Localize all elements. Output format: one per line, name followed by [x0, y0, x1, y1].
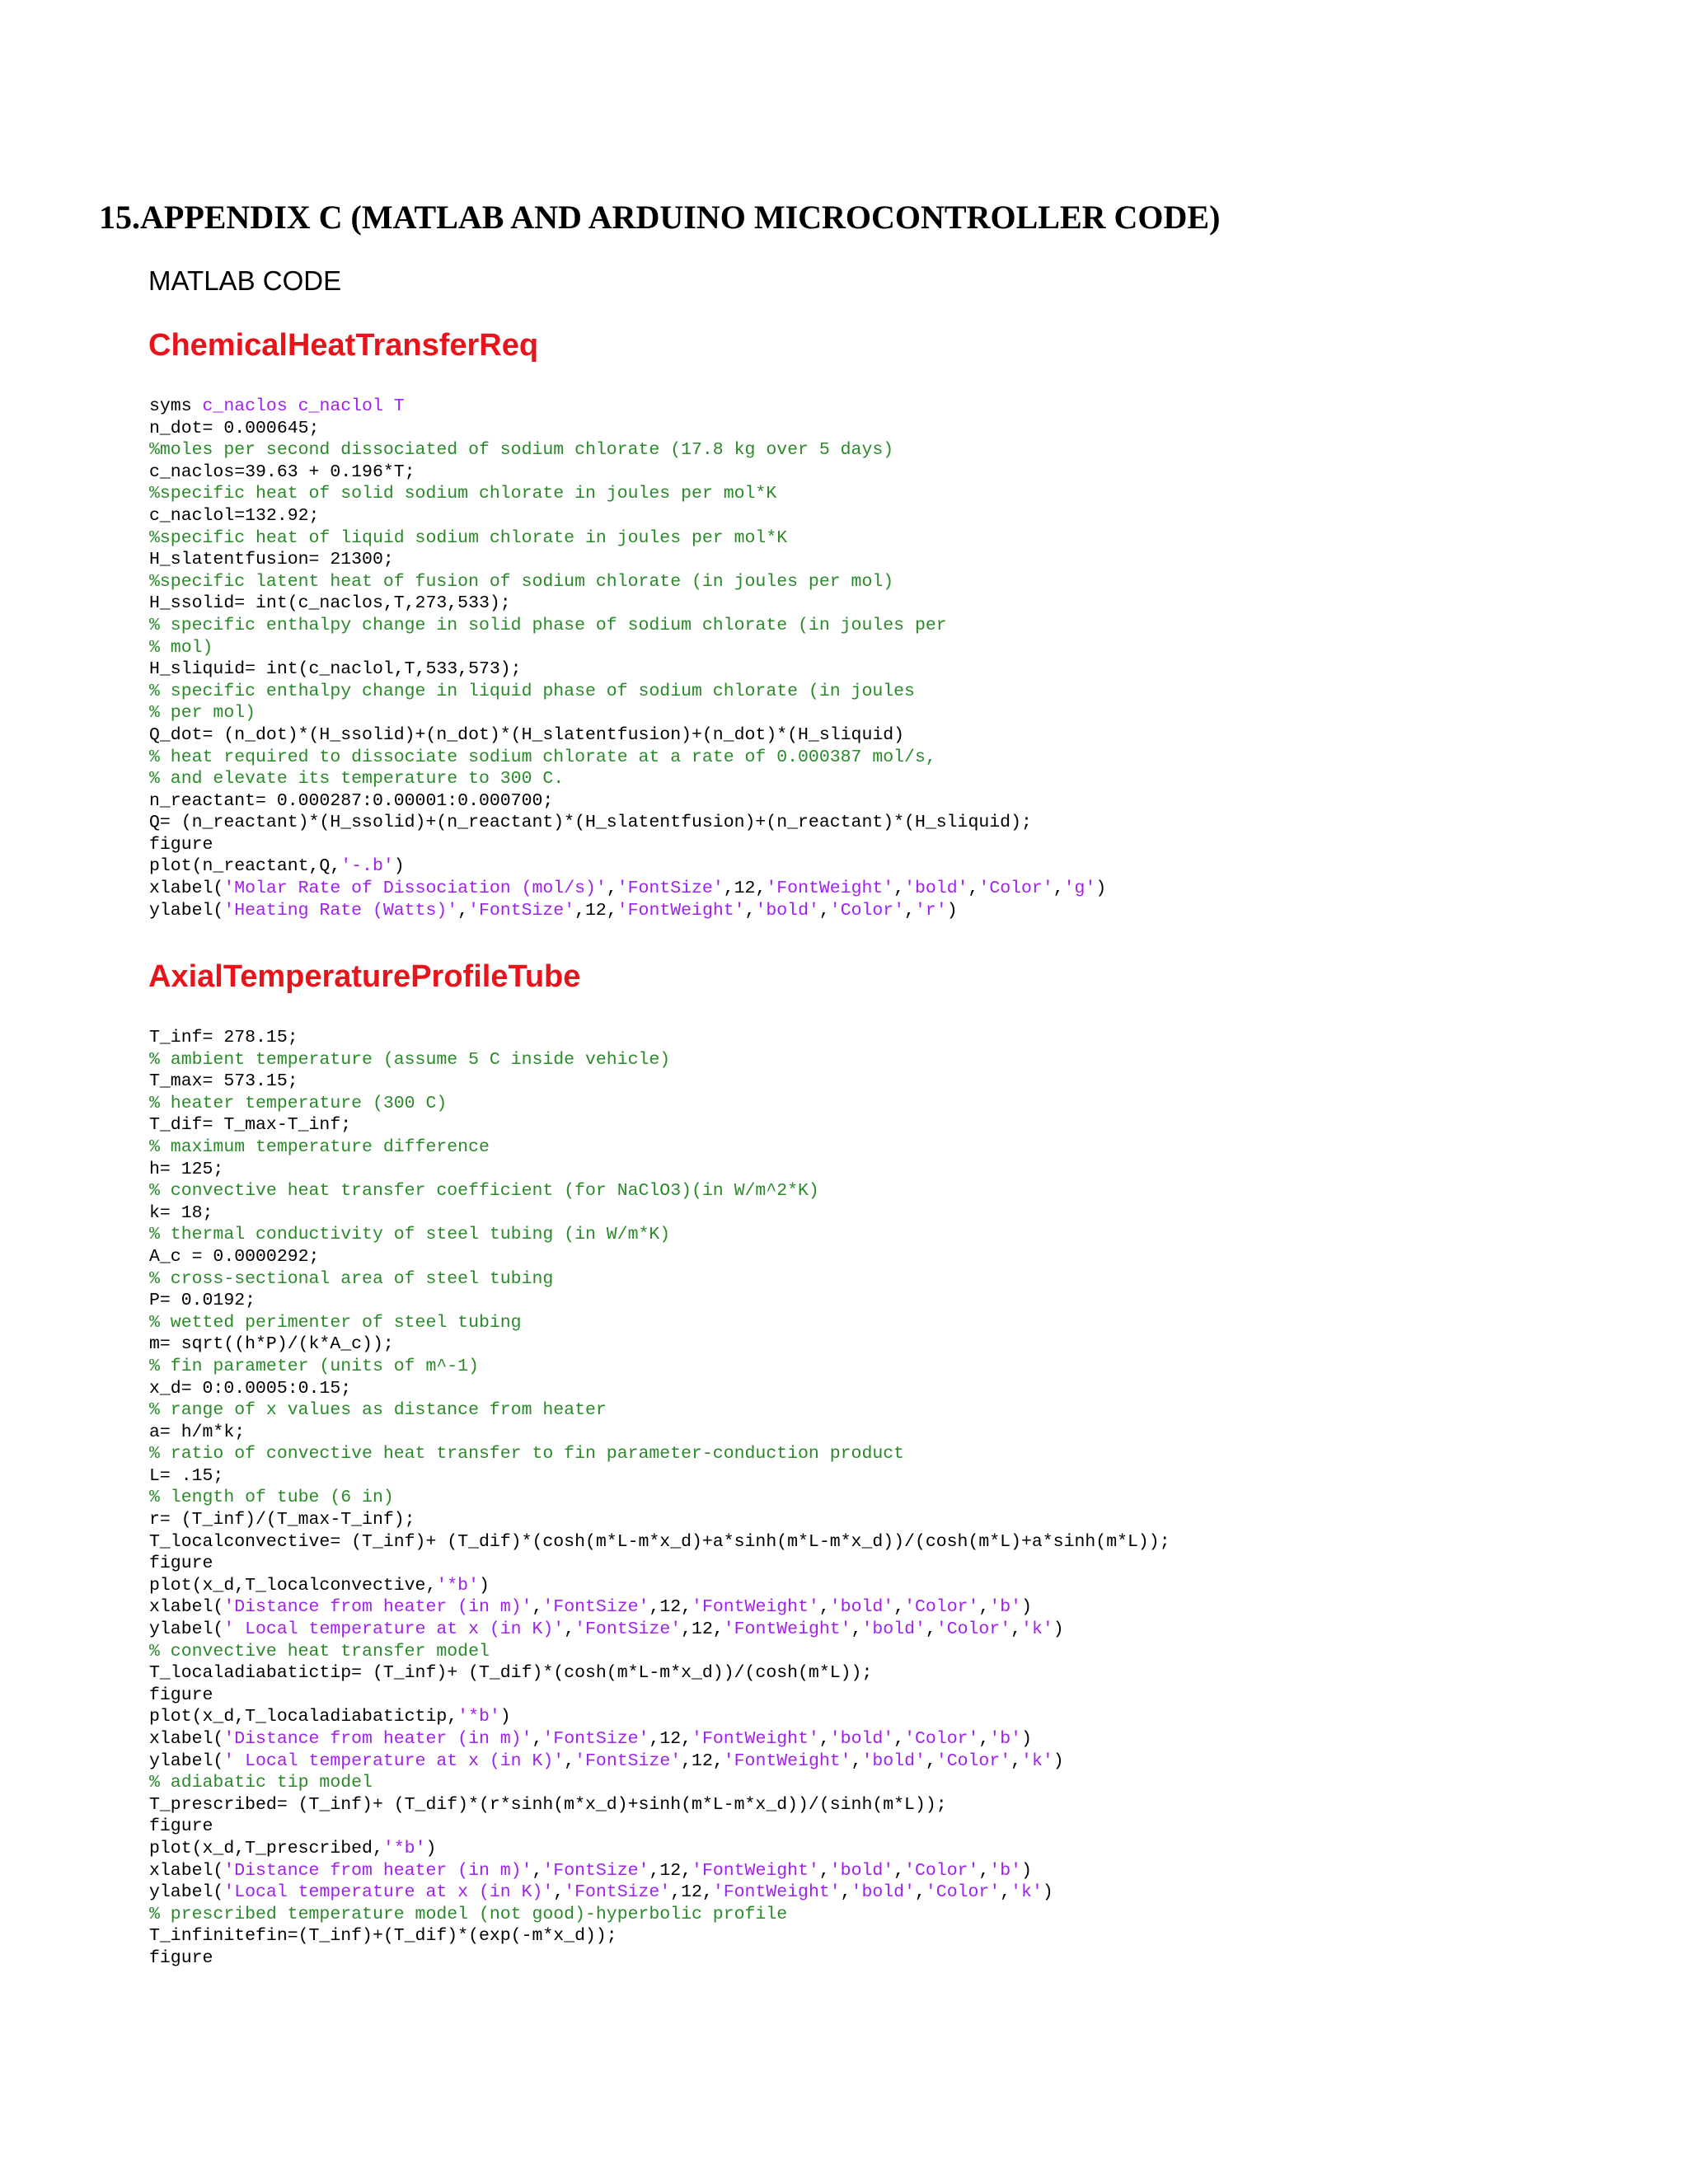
code-text: ) [478, 1575, 490, 1596]
code-string: 'FontWeight' [723, 1619, 851, 1640]
code-string: 'FontSize' [542, 1729, 649, 1749]
code-line [149, 1159, 1170, 1181]
code-comment: % per mol) [149, 703, 256, 724]
code-text: ) [1021, 1597, 1032, 1618]
code-line [149, 593, 1106, 615]
code-text: , [851, 1619, 862, 1640]
code-string: ' Local temperature at x (in K)' [223, 1750, 565, 1771]
code-line [149, 658, 1106, 681]
code-text: H_sliquid= int(c_naclol,T,533,573); [149, 659, 522, 680]
code-string: 'FontSize' [468, 900, 575, 921]
code-text: , [904, 900, 916, 921]
code-text: L= .15; [149, 1465, 224, 1486]
code-comment: % and elevate its temperature to 300 C. [149, 769, 565, 790]
code-comment: % specific enthalpy change in solid phase of sodium chlorate (in joules per [149, 615, 947, 635]
code-text: , [532, 1597, 543, 1618]
code-line [149, 812, 1106, 834]
code-string: 'FontWeight' [723, 1750, 851, 1771]
code-text: plot(x_d,T_localadiabatictip, [149, 1707, 458, 1727]
code-text: , [968, 879, 979, 899]
code-string: 'k' [1021, 1750, 1053, 1771]
code-line [149, 1838, 1170, 1860]
code-string: 'FontSize' [542, 1860, 649, 1881]
code-text: A_c = 0.0000292; [149, 1246, 320, 1267]
code-text: H_ssolid= int(c_naclos,T,273,533); [149, 593, 511, 614]
code-text: , [818, 1860, 830, 1881]
code-line [149, 1531, 1170, 1554]
code-text: Q_dot= (n_dot)*(H_ssolid)+(n_dot)*(H_slatentfusion)+(n_dot)*(H_sliquid) [149, 724, 905, 745]
code-text: T_localadiabatictip= (T_inf)+ (T_dif)*(cosh(m*L-m*x_d))/(cosh(m*L)); [149, 1663, 873, 1684]
code-string: 'bold' [755, 900, 819, 921]
code-block-axial-temperature-profile [149, 1027, 1170, 1970]
code-text: c_naclos=39.63 + 0.196*T; [149, 462, 415, 482]
code-text: ) [425, 1838, 437, 1858]
code-text: , [457, 900, 469, 921]
code-string: '*b' [457, 1707, 500, 1727]
code-text: xlabel( [149, 1597, 224, 1618]
code-string: 'FontSize' [574, 1750, 682, 1771]
code-line [149, 1180, 1170, 1202]
code-string: 'FontWeight' [692, 1860, 819, 1881]
code-string: 'bold' [861, 1619, 926, 1640]
code-string: 'b' [989, 1860, 1022, 1881]
code-text: r= (T_inf)/(T_max-T_inf); [149, 1510, 415, 1530]
code-string: 'Color' [935, 1619, 1011, 1640]
code-line [149, 549, 1106, 571]
code-text: ) [1021, 1729, 1032, 1749]
code-string: '*b' [436, 1575, 479, 1596]
code-text: , [893, 1597, 905, 1618]
code-comment: % thermal conductivity of steel tubing (in W/m*K) [149, 1225, 671, 1245]
code-string: c_naclos c_naclol T [202, 396, 405, 416]
code-text: c_naclol=132.92; [149, 505, 320, 526]
code-line [149, 1685, 1170, 1707]
code-string: 'Distance from heater (in m)' [223, 1597, 532, 1618]
code-text: , [532, 1729, 543, 1749]
code-text: , [978, 1597, 990, 1618]
code-line [149, 768, 1106, 790]
code-line [149, 1114, 1170, 1137]
code-text: ) [1021, 1860, 1032, 1881]
code-text: T_max= 573.15; [149, 1071, 298, 1092]
code-line [149, 1246, 1170, 1268]
code-line [149, 900, 1106, 922]
code-line [149, 1333, 1170, 1356]
code-block-chemical-heat-transfer [149, 396, 1106, 921]
code-line [149, 1619, 1170, 1641]
code-text: T_inf= 278.15; [149, 1028, 298, 1047]
code-text: , [744, 900, 756, 921]
code-comment: % length of tube (6 in) [149, 1488, 394, 1508]
code-text: n_reactant= 0.000287:0.00001:0.000700; [149, 790, 554, 811]
code-line [149, 462, 1106, 484]
code-comment: % fin parameter (units of m^-1) [149, 1356, 479, 1376]
code-line [149, 571, 1106, 593]
code-comment: % convective heat transfer coefficient (for NaClO3)(in W/m^2*K) [149, 1181, 819, 1202]
code-line [149, 1290, 1170, 1312]
code-string: 'FontWeight' [617, 900, 745, 921]
code-comment: % heat required to dissociate sodium chlorate at a rate of 0.000387 mol/s, [149, 747, 936, 767]
code-line [149, 1750, 1170, 1773]
code-text: , [925, 1619, 936, 1640]
code-text: , [1010, 1750, 1022, 1771]
code-line [149, 1202, 1170, 1225]
code-line [149, 1728, 1170, 1750]
code-text: ) [1053, 1750, 1064, 1771]
code-text: ,12, [649, 1597, 692, 1618]
code-text: figure [149, 1685, 213, 1705]
code-line [149, 1224, 1170, 1246]
code-string: 'bold' [851, 1882, 915, 1903]
code-line [149, 1596, 1170, 1619]
code-line [149, 1071, 1170, 1093]
code-line [149, 1772, 1170, 1794]
code-comment: % maximum temperature difference [149, 1137, 490, 1157]
code-line [149, 702, 1106, 724]
code-text: , [893, 1860, 905, 1881]
code-text: , [818, 1729, 830, 1749]
section-title-axial-temperature-profile: AxialTemperatureProfileTube [148, 959, 581, 994]
code-string: 'FontWeight' [712, 1882, 841, 1903]
code-line [149, 396, 1106, 418]
code-comment: %specific heat of liquid sodium chlorate in joules per mol*K [149, 527, 788, 548]
code-text: , [925, 1750, 936, 1771]
code-comment: % specific enthalpy change in liquid phase of sodium chlorate (in joules [149, 681, 915, 701]
code-text: , [915, 1882, 926, 1903]
code-string: 'Color' [904, 1860, 979, 1881]
code-line [149, 1422, 1170, 1444]
code-line [149, 1509, 1170, 1531]
code-comment: % range of x values as distance from heater [149, 1400, 607, 1421]
code-text: ,12, [670, 1882, 713, 1903]
code-line [149, 483, 1106, 505]
code-text: ylabel( [149, 1882, 224, 1903]
code-line [149, 527, 1106, 550]
code-comment: % wetted perimenter of steel tubing [149, 1312, 522, 1333]
code-comment: % heater temperature (300 C) [149, 1093, 448, 1113]
code-string: 'k' [1010, 1882, 1043, 1903]
code-text: figure [149, 834, 213, 855]
code-line [149, 834, 1106, 856]
code-line [149, 1399, 1170, 1422]
code-line [149, 724, 1106, 747]
code-string: 'bold' [861, 1750, 926, 1771]
code-line [149, 1553, 1170, 1575]
code-string: '-.b' [340, 856, 394, 877]
code-string: 'FontSize' [617, 879, 724, 899]
code-line [149, 1465, 1170, 1488]
code-comment: % cross-sectional area of steel tubing [149, 1268, 554, 1289]
code-comment: % mol) [149, 637, 213, 658]
code-text: ) [1095, 879, 1107, 899]
code-string: 'Distance from heater (in m)' [223, 1729, 532, 1749]
code-comment: % adiabatic tip model [149, 1773, 373, 1793]
code-text: , [893, 879, 905, 899]
code-line [149, 1093, 1170, 1115]
code-comment: % ambient temperature (assume 5 C inside vehicle) [149, 1049, 671, 1070]
code-comment: % ratio of convective heat transfer to fin parameter-conduction product [149, 1444, 905, 1465]
code-line [149, 790, 1106, 813]
code-text: H_slatentfusion= 21300; [149, 550, 394, 570]
code-string: 'FontWeight' [766, 879, 894, 899]
code-line [149, 1706, 1170, 1728]
code-line [149, 1487, 1170, 1509]
code-text: ) [1042, 1882, 1053, 1903]
code-text: figure [149, 1816, 213, 1837]
code-text: , [606, 879, 617, 899]
code-string: 'FontSize' [574, 1619, 682, 1640]
code-line [149, 439, 1106, 462]
code-text: , [564, 1619, 575, 1640]
matlab-code-subheading: MATLAB CODE [148, 265, 342, 296]
code-text: ylabel( [149, 1619, 224, 1640]
code-line [149, 855, 1106, 878]
code-string: 'bold' [904, 879, 968, 899]
code-line [149, 747, 1106, 769]
code-text: ,12, [649, 1860, 692, 1881]
code-string: 'Color' [978, 879, 1053, 899]
code-text: T_prescribed= (T_inf)+ (T_dif)*(r*sinh(m*x_d)+sinh(m*L-m*x_d))/(sinh(m*L)); [149, 1794, 947, 1815]
code-text: m= sqrt((h*P)/(k*A_c)); [149, 1334, 394, 1355]
code-line [149, 1662, 1170, 1685]
code-text: ,12, [723, 879, 767, 899]
code-text: plot(x_d,T_localconvective, [149, 1575, 437, 1596]
code-line [149, 1356, 1170, 1378]
code-line [149, 505, 1106, 527]
code-string: '*b' [382, 1838, 426, 1858]
code-comment: %specific latent heat of fusion of sodium chlorate (in joules per mol) [149, 571, 894, 592]
code-line [149, 637, 1106, 659]
code-text: syms [149, 396, 203, 416]
code-string: 'bold' [829, 1597, 894, 1618]
code-text: , [564, 1750, 575, 1771]
code-text: xlabel( [149, 1860, 224, 1881]
code-line [149, 1860, 1170, 1882]
code-string: 'g' [1063, 879, 1096, 899]
code-string: 'Color' [904, 1597, 979, 1618]
code-text: , [978, 1860, 990, 1881]
code-text: P= 0.0192; [149, 1291, 256, 1311]
code-text: h= 125; [149, 1159, 224, 1179]
code-text: ,12, [681, 1750, 724, 1771]
code-line [149, 1641, 1170, 1663]
code-text: T_infinitefin=(T_inf)+(T_dif)*(exp(-m*x_d)); [149, 1926, 617, 1947]
code-text: plot(n_reactant,Q, [149, 856, 341, 877]
code-text: ylabel( [149, 900, 224, 921]
code-string: 'b' [989, 1597, 1022, 1618]
code-text: ) [1053, 1619, 1064, 1640]
code-text: , [532, 1860, 543, 1881]
code-text: figure [149, 1947, 213, 1968]
code-text: , [840, 1882, 851, 1903]
code-text: , [818, 900, 830, 921]
code-text: ,12, [574, 900, 617, 921]
code-string: 'bold' [829, 1860, 894, 1881]
code-text: , [1010, 1619, 1022, 1640]
code-text: n_dot= 0.000645; [149, 418, 320, 438]
code-line [149, 1947, 1170, 1970]
code-line [149, 1378, 1170, 1400]
code-line [149, 1443, 1170, 1465]
code-line [149, 1904, 1170, 1926]
code-text: , [893, 1729, 905, 1749]
code-text: Q= (n_reactant)*(H_ssolid)+(n_reactant)*(H_slatentfusion)+(n_reactant)*(H_sliquid); [149, 813, 1032, 833]
code-text: , [1053, 879, 1064, 899]
code-comment: %moles per second dissociated of sodium chlorate (17.8 kg over 5 days) [149, 440, 894, 461]
code-string: 'bold' [829, 1729, 894, 1749]
code-line [149, 1816, 1170, 1838]
code-string: 'Color' [829, 900, 905, 921]
code-line [149, 1049, 1170, 1071]
code-text: xlabel( [149, 879, 224, 899]
code-line [149, 1312, 1170, 1334]
code-text: ,12, [649, 1729, 692, 1749]
code-text: plot(x_d,T_prescribed, [149, 1838, 383, 1858]
code-string: ' Local temperature at x (in K)' [223, 1619, 565, 1640]
code-text: ) [499, 1707, 511, 1727]
code-string: 'FontWeight' [692, 1597, 819, 1618]
code-line [149, 418, 1106, 440]
code-text: k= 18; [149, 1202, 213, 1223]
section-title-chemical-heat-transfer: ChemicalHeatTransferReq [148, 328, 539, 363]
code-line [149, 1575, 1170, 1597]
code-string: 'Heating Rate (Watts)' [223, 900, 458, 921]
code-line [149, 1027, 1170, 1049]
code-text: , [978, 1729, 990, 1749]
code-text: , [818, 1597, 830, 1618]
code-line [149, 1925, 1170, 1947]
code-text: T_dif= T_max-T_inf; [149, 1115, 352, 1136]
code-line [149, 681, 1106, 703]
code-line [149, 878, 1106, 900]
code-string: 'b' [989, 1729, 1022, 1749]
code-text: ylabel( [149, 1750, 224, 1771]
code-text: figure [149, 1554, 213, 1574]
code-line [149, 1794, 1170, 1816]
code-string: 'Local temperature at x (in K)' [223, 1882, 554, 1903]
code-comment: % convective heat transfer model [149, 1641, 490, 1661]
code-string: 'r' [915, 900, 947, 921]
code-text: , [553, 1882, 565, 1903]
code-string: 'Distance from heater (in m)' [223, 1860, 532, 1881]
code-line [149, 1268, 1170, 1291]
code-string: 'Color' [904, 1729, 979, 1749]
code-string: 'Color' [935, 1750, 1011, 1771]
code-text: ) [946, 900, 958, 921]
appendix-heading: 15.APPENDIX C (MATLAB AND ARDUINO MICROCONTROLLER CODE) [99, 199, 1221, 236]
code-text: ,12, [681, 1619, 724, 1640]
code-line [149, 1882, 1170, 1904]
code-text: a= h/m*k; [149, 1422, 246, 1442]
code-comment: % prescribed temperature model (not good)-hyperbolic profile [149, 1904, 788, 1924]
code-line [149, 1137, 1170, 1159]
code-text: ) [393, 856, 405, 877]
code-text: xlabel( [149, 1729, 224, 1749]
code-text: , [851, 1750, 862, 1771]
code-string: 'Color' [925, 1882, 1001, 1903]
code-string: 'Molar Rate of Dissociation (mol/s)' [223, 879, 607, 899]
code-text: , [1000, 1882, 1011, 1903]
code-comment: %specific heat of solid sodium chlorate in joules per mol*K [149, 484, 777, 504]
code-line [149, 615, 1106, 637]
code-string: 'FontSize' [564, 1882, 671, 1903]
code-string: 'FontSize' [542, 1597, 649, 1618]
code-string: 'FontWeight' [692, 1729, 819, 1749]
code-string: 'k' [1021, 1619, 1053, 1640]
code-text: x_d= 0:0.0005:0.15; [149, 1378, 352, 1399]
code-text: T_localconvective= (T_inf)+ (T_dif)*(cosh(m*L-m*x_d)+a*sinh(m*L-m*x_d))/(cosh(m*L)+a*sinh(m*L)); [149, 1531, 1170, 1552]
